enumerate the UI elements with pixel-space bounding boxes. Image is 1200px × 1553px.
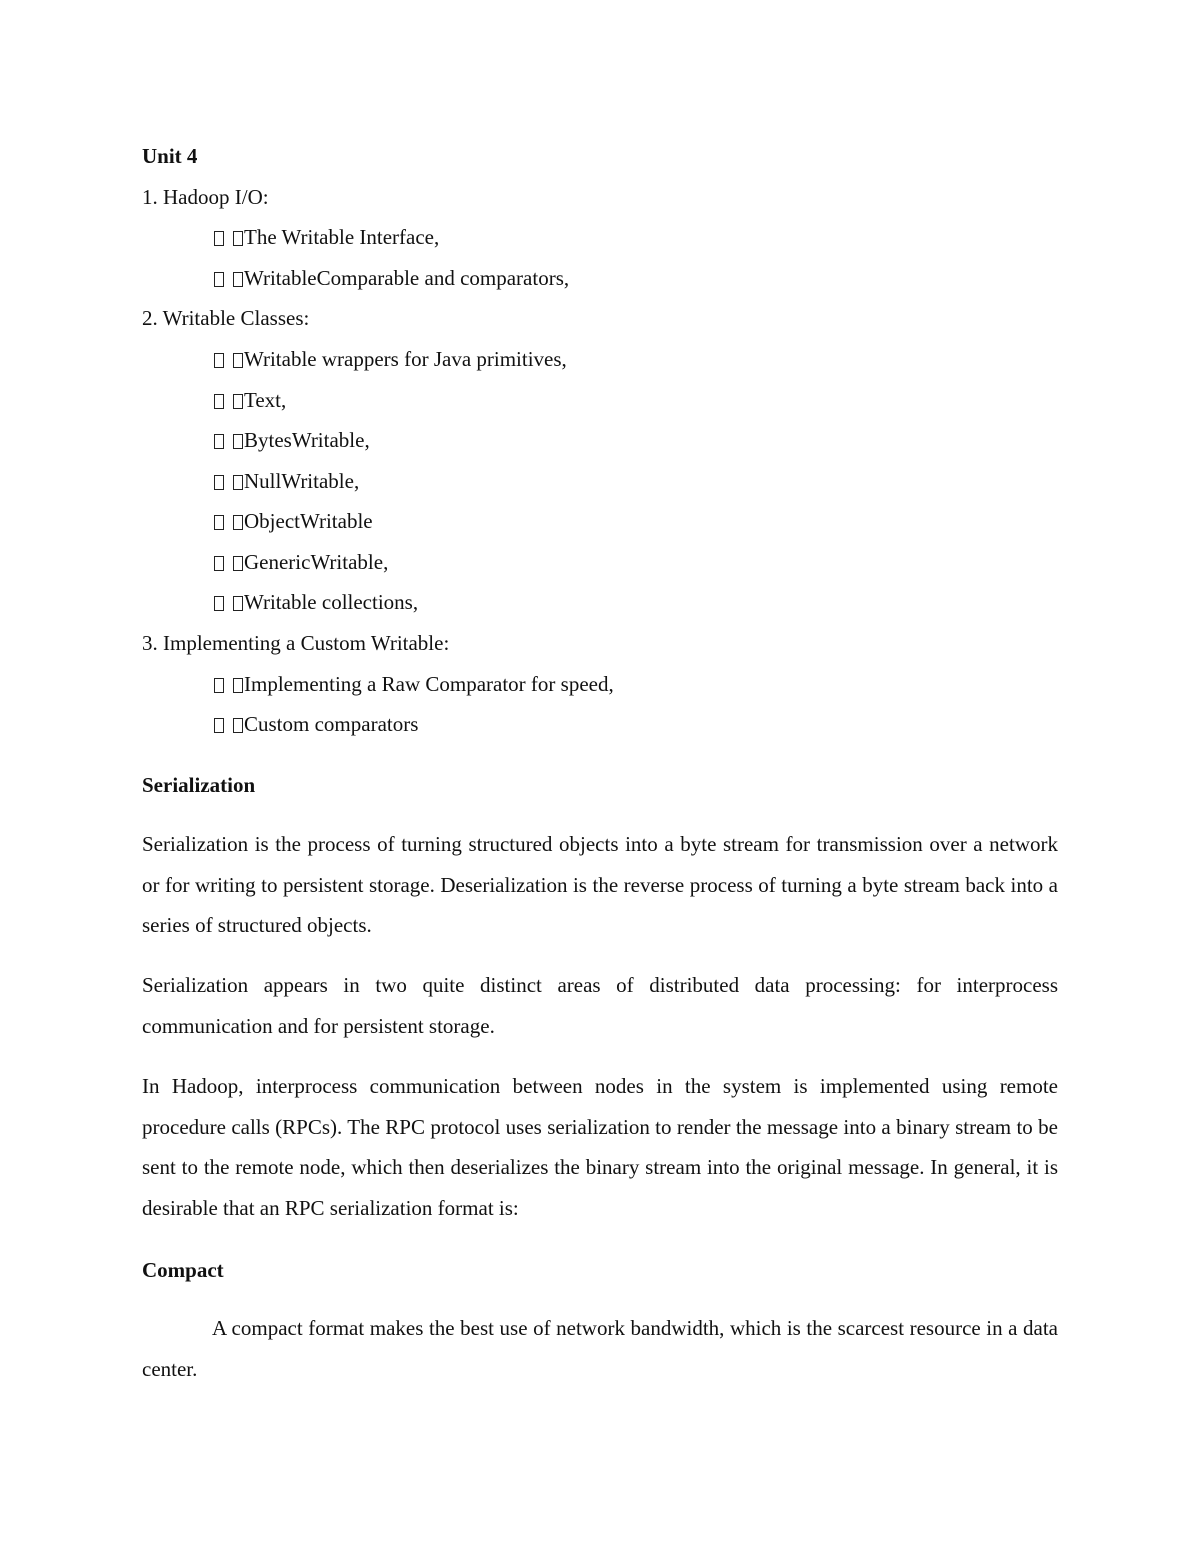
list-item: Custom comparators xyxy=(214,712,418,736)
section-heading-custom-writable: 3. Implementing a Custom Writable: xyxy=(142,631,450,655)
missing-glyph-icon xyxy=(233,515,243,530)
missing-glyph-icon xyxy=(214,272,224,287)
list-item: WritableComparable and comparators, xyxy=(214,266,569,290)
missing-glyph-icon xyxy=(214,596,224,611)
paragraph-serialization-definition: Serialization is the process of turning structured objects into a byte stream for transmission over a network or for writing to persistent storage. Deserialization is the reverse process of turning a byte stream back into a series of structured objects. xyxy=(142,832,1058,937)
serialization-heading: Serialization xyxy=(142,773,256,797)
list-item: Implementing a Raw Comparator for speed, xyxy=(214,672,614,696)
missing-glyph-icon xyxy=(214,394,224,409)
section-heading-hadoop-io: 1. Hadoop I/O: xyxy=(142,185,269,209)
list-item: Text, xyxy=(214,388,286,412)
missing-glyph-icon xyxy=(214,353,224,368)
missing-glyph-icon xyxy=(233,272,243,287)
missing-glyph-icon xyxy=(233,394,243,409)
missing-glyph-icon xyxy=(214,515,224,530)
missing-glyph-icon xyxy=(233,353,243,368)
missing-glyph-icon xyxy=(214,556,224,571)
missing-glyph-icon xyxy=(233,231,243,246)
list-item: BytesWritable, xyxy=(214,428,370,452)
missing-glyph-icon xyxy=(233,678,243,693)
unit-title: Unit 4 xyxy=(142,144,198,168)
list-item: ObjectWritable xyxy=(214,509,373,533)
missing-glyph-icon xyxy=(233,434,243,449)
list-item: Writable wrappers for Java primitives, xyxy=(214,347,567,371)
list-item: NullWritable, xyxy=(214,469,359,493)
missing-glyph-icon xyxy=(233,718,243,733)
missing-glyph-icon xyxy=(233,475,243,490)
missing-glyph-icon xyxy=(214,718,224,733)
paragraph-compact: A compact format makes the best use of network bandwidth, which is the scarcest resource in a data center. xyxy=(142,1316,1058,1381)
missing-glyph-icon xyxy=(214,678,224,693)
missing-glyph-icon xyxy=(214,231,224,246)
list-item: GenericWritable, xyxy=(214,550,388,574)
list-item: The Writable Interface, xyxy=(214,225,439,249)
compact-heading: Compact xyxy=(142,1258,224,1282)
paragraph-hadoop-rpc: In Hadoop, interprocess communication between nodes in the system is implemented using remote procedure calls (RPCs). The RPC protocol uses serialization to render the message into a binary stream to be sent to the remote node, which then deserializes the binary stream into the original message. In general, it is desirable that an RPC serialization format is: xyxy=(142,1074,1058,1220)
section-heading-writable-classes: 2. Writable Classes: xyxy=(142,306,310,330)
missing-glyph-icon xyxy=(214,434,224,449)
missing-glyph-icon xyxy=(233,556,243,571)
missing-glyph-icon xyxy=(214,475,224,490)
paragraph-serialization-areas: Serialization appears in two quite distinct areas of distributed data processing: for interprocess communication and for persistent storage. xyxy=(142,973,1058,1038)
list-item: Writable collections, xyxy=(214,590,418,614)
missing-glyph-icon xyxy=(233,596,243,611)
